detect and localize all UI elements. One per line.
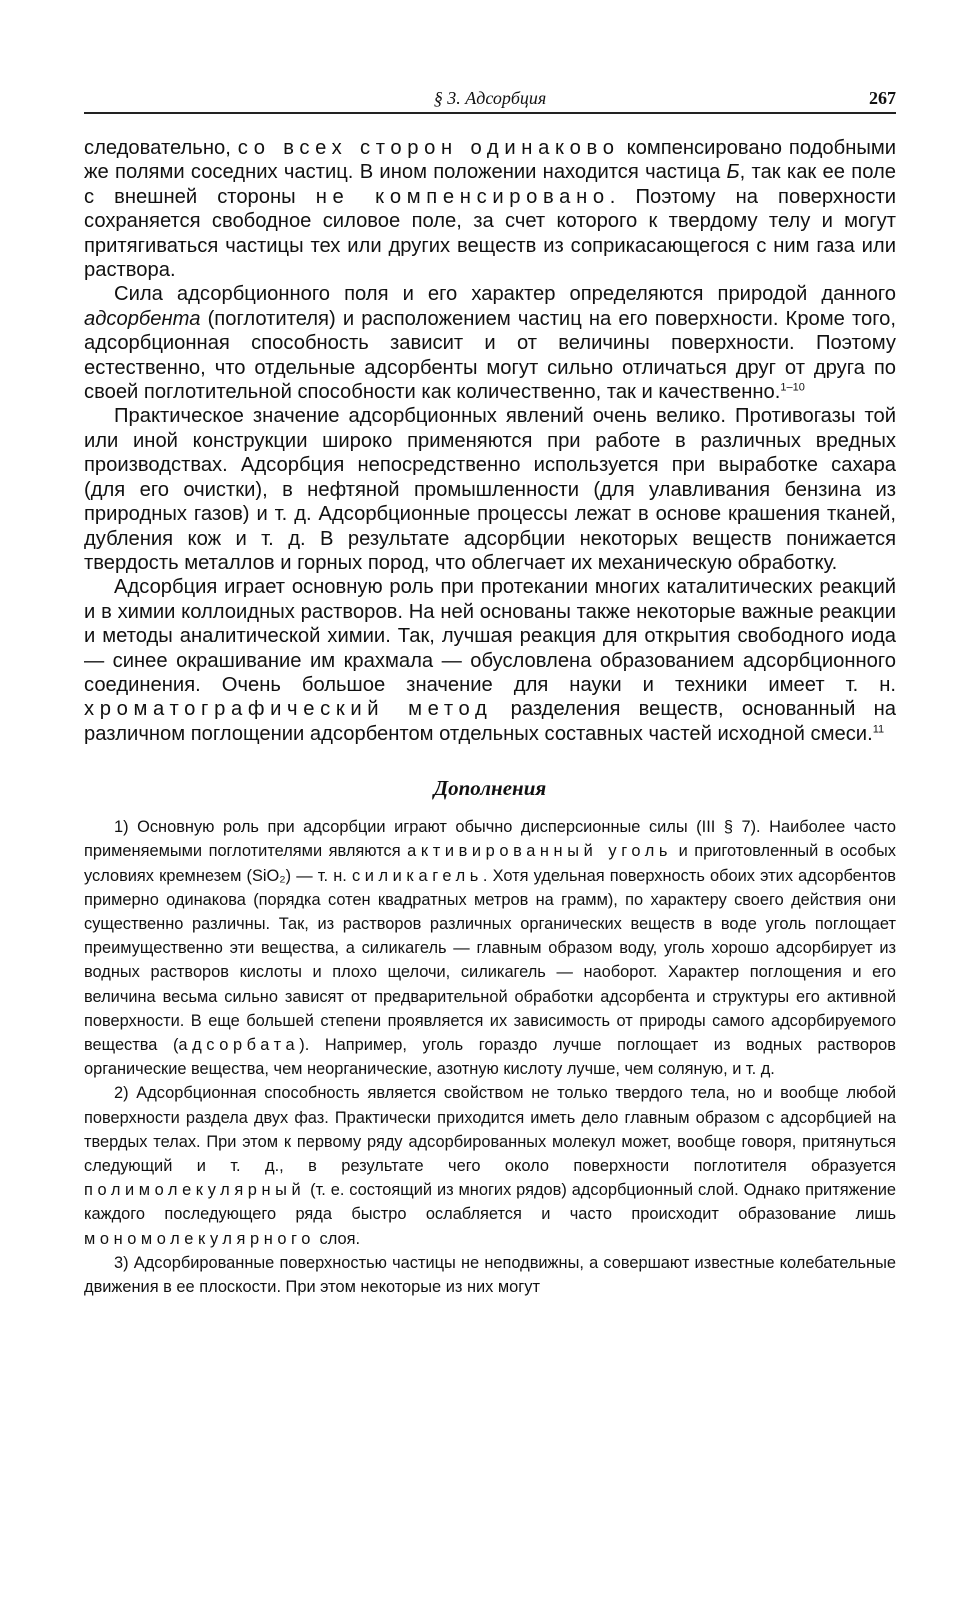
spaced-emphasis: хроматографический метод	[84, 698, 493, 721]
spaced-emphasis: силикагель	[351, 866, 483, 885]
paragraph-1: следовательно, со всех сторон одинаково компенсировано подобными же полями соседних частиц. В ином положении находится частица Б, так как ее поле с внешней стороны не компенсировано. Поэтому на поверхности сохраняется свободное силовое поле, за счет которого к твердому телу и могут притягиваться частицы тех или других веществ из соприкасающегося с ним газа или раствора.	[84, 137, 896, 282]
running-header	[84, 86, 896, 114]
spaced-emphasis: активированный уголь	[407, 842, 673, 861]
note-3: 3) Адсорбированные поверхностью частицы не неподвижны, а совершают известные колебательные движения в ее плоскости. При этом некоторые из них могут	[84, 1253, 896, 1297]
page-number: 267	[869, 88, 896, 108]
running-title: § 3. Адсорбция	[433, 88, 547, 108]
spaced-emphasis: не компенсировано	[315, 185, 610, 208]
paragraph-2: Сила адсорбционного поля и его характер определяются природой данного адсорбента (поглотителя) и расположением частиц на его поверхности. Кроме того, адсорбционная способность зависит и от величины поверхности. Поэтому естественно, что отдельные адсорбенты могут сильно отличаться друг от друга по своей поглотительной способности как количественно, так и качественно.$^{1-10}$	[84, 283, 896, 404]
spaced-emphasis: мономолекулярного	[84, 1229, 315, 1248]
spaced-emphasis: полимолекулярный	[84, 1181, 306, 1200]
book-page	[84, 86, 896, 1566]
note-2: 2) Адсорбционная способность является свойством не только твердого тела, но и вообще любой поверхности раздела двух фаз. Практически приходится иметь дело главным образом с адсорбцией на твердых телах. При этом к первому ряду адсорбированных молекул может, вообще говоря, притянуться следующий и т. д., в результате чего около поверхности поглотителя образуется полимолекулярный (т. е. состоящий из многих рядов) адсорбционный слой. Однако притяжение каждого последующего ряда быстро ослабляется и часто происходит образование лишь мономолекулярного слоя.	[84, 1084, 896, 1248]
paragraph-4: Адсорбция играет основную роль при протекании многих каталитических реакций и в химии коллоидных растворов. На ней основаны также некоторые важные реакции и методы аналитической химии. Так, лучшая реакция для открытия свободного иода — синее окрашивание им крахмала — обусловлена образованием адсорбционного соединения. Очень большое значение для науки и техники имеет т. н. хроматографический метод разделения веществ, основанный на различном поглощении адсорбентом отдельных составных частей исходной смеси.$^{11}$	[84, 576, 896, 745]
paragraph-3: Практическое значение адсорбционных явлений очень велико. Противогазы той или иной конструкции широко применяются при работе в различных вредных производствах. Адсорбция непосредственно используется при выработке сахара (для его очистки), в нефтяной промышленности (для улавливания бензина из природных газов) и т. д. Адсорбционные процессы лежат в основе крашения тканей, дубления кож и т. д. В результате адсорбции некоторых веществ понижается твердость металлов и горных пород, что облегчает их механическую обработку.	[84, 405, 896, 574]
spaced-emphasis: адсорбата	[178, 1035, 300, 1054]
main-text	[84, 136, 896, 746]
spaced-emphasis: со всех сторон одинаково	[237, 137, 620, 159]
particle-label: Б	[726, 161, 740, 184]
reference-mark: 1–10	[780, 381, 805, 394]
reference-mark: 11	[872, 723, 885, 736]
note-1: 1) Основную роль при адсорбции играют обычно дисперсионные силы (III § 7). Наиболее часто применяемыми поглотителями являются активированный уголь и приготовленный в особых условиях кремнезем (SiO₂) — т. н. силикагель. Хотя удельная поверхность обоих этих адсорбентов примерно одинакова (порядка сотен квадратных метров на грамм), по характеру своего действия они существенно различны. Так, из растворов различных органических веществ в воде уголь поглощает преимущественно эти вещества, а силикагель — главным образом воду, уголь хорошо адсорбирует из водных растворов кислоты и плохо щелочи, силикагель — наоборот. Характер поглощения и его величина весьма сильно зависят от предварительной обработки адсорбента и структуры его активной поверхности. В еще большей степени проявляется их зависимость от природы самого адсорбируемого вещества (адсорбата). Например, уголь гораздо лучше поглощает из водных растворов органические вещества, чем неорганические, азотную кислоту лучше, чем соляную, и т. д.	[84, 818, 896, 1079]
supplements-text	[84, 815, 896, 1299]
section-heading: Дополнения	[433, 776, 547, 801]
italic-term: адсорбента	[84, 307, 201, 330]
